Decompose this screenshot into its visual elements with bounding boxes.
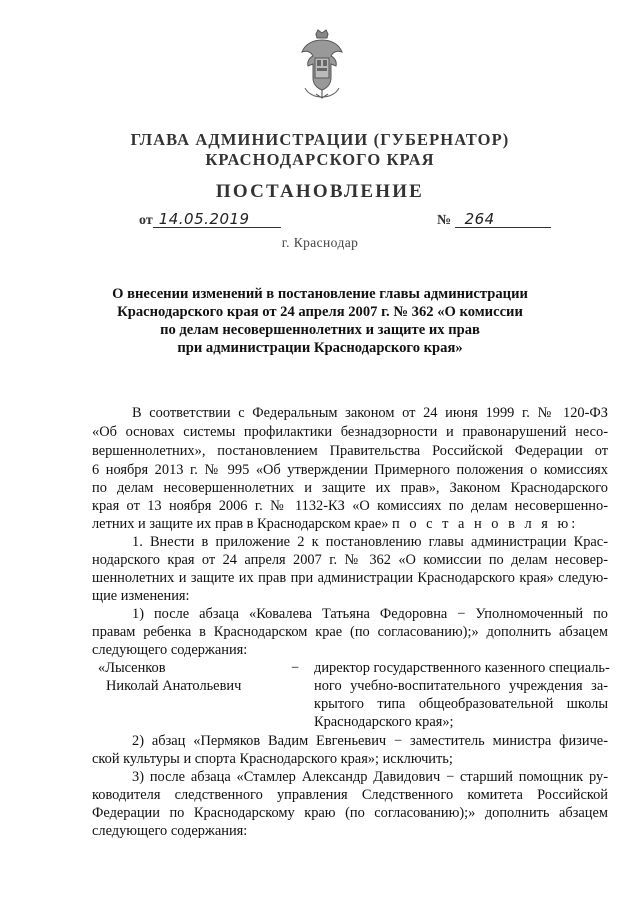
number-field: [437, 211, 551, 229]
member-surname: «Лысенков: [98, 660, 166, 676]
member-position-line: ного учебно-воспитательного учреждения за-: [314, 678, 608, 694]
preamble-line: [92, 515, 608, 533]
preamble-line: «Об основах системы профилактики безнадзорности и правонарушений несо-: [92, 424, 608, 440]
sub2-line: ской культуры и спорта Краснодарского края»; исключить;: [92, 751, 453, 767]
date-value: 14.05.2019: [153, 211, 281, 228]
city-line: г. Краснодар: [281, 235, 359, 250]
date-field: [139, 211, 281, 229]
document-type: ПОСТАНОВЛЕНИЕ: [215, 181, 425, 202]
coat-of-arms-icon: [299, 28, 345, 104]
title-line: Краснодарского края от 24 апреля 2007 г. № 362 «О комиссии: [117, 304, 523, 320]
number-prefix: №: [437, 213, 452, 228]
item1-line: нодарского края от 24 апреля 2007 г. № 362 «О комиссии по делам несовер-: [92, 552, 608, 568]
member-position-line: директор государственного казенного специаль-: [314, 660, 610, 676]
member-dash: −: [291, 660, 300, 676]
preamble-line: по делам несовершеннолетних и защите их прав», Законом Краснодарского: [92, 480, 608, 496]
item1-line: 1. Внести в приложение 2 к постановлению главы администрации Крас-: [132, 534, 608, 550]
title-line: О внесении изменений в постановление главы администрации: [112, 286, 528, 302]
sub1-line: 1) после абзаца «Ковалева Татьяна Федоровна − Уполномоченный по: [132, 606, 608, 622]
authority-title-line-2: КРАСНОДАРСКОГО КРАЯ: [205, 150, 435, 169]
preamble-line: В соответствии с Федеральным законом от 24 июня 1999 г. № 120-ФЗ: [132, 405, 608, 421]
item1-line: шеннолетних и защите их прав при администрации Краснодарского края» следую-: [92, 570, 608, 586]
sub3-line: следующего содержания:: [92, 823, 248, 839]
sub2-line: 2) абзац «Пермяков Вадим Евгеньевич − заместитель министра физиче-: [132, 733, 608, 749]
item1-line: щие изменения:: [92, 588, 190, 604]
sub3-line: 3) после абзаца «Стамлер Александр Давидович − старший помощник ру-: [132, 769, 608, 785]
date-prefix: от: [139, 213, 153, 228]
authority-title-line-1: ГЛАВА АДМИНИСТРАЦИИ (ГУБЕРНАТОР): [130, 130, 510, 149]
preamble-line: края от 13 ноября 2006 г. № 1132-КЗ «О комиссиях по делам несовершенно-: [92, 498, 608, 514]
number-value: 264: [455, 211, 551, 228]
member-position-line: крытого типа общеобразовательной школы: [314, 696, 608, 712]
sub3-line: ководителя следственного управления Следственного комитета Российской: [92, 787, 608, 803]
preamble-last: летних и защите их прав в Краснодарском крае»: [92, 516, 389, 532]
member-position-line: Краснодарского края»;: [314, 714, 454, 730]
sub3-line: Федерации по Краснодарскому краю (по согласованию);» дополнить абзацем: [92, 805, 608, 821]
preamble-line: 6 ноября 2013 г. № 995 «Об утверждении Примерного положения о комиссиях: [92, 462, 608, 478]
preamble-line: вершеннолетних», постановлением Правительства Российской Федерации от: [92, 443, 608, 459]
title-line: по делам несовершеннолетних и защите их прав: [160, 322, 480, 338]
title-line: при администрации Краснодарского края»: [177, 340, 463, 356]
member-name: Николай Анатольевич: [106, 678, 242, 694]
sub1-line: правам ребенка в Краснодарском крае (по согласованию);» дополнить абзацем: [92, 624, 608, 640]
sub1-line: следующего содержания:: [92, 642, 248, 658]
decree-word: п о с т а н о в л я ю:: [392, 516, 579, 532]
